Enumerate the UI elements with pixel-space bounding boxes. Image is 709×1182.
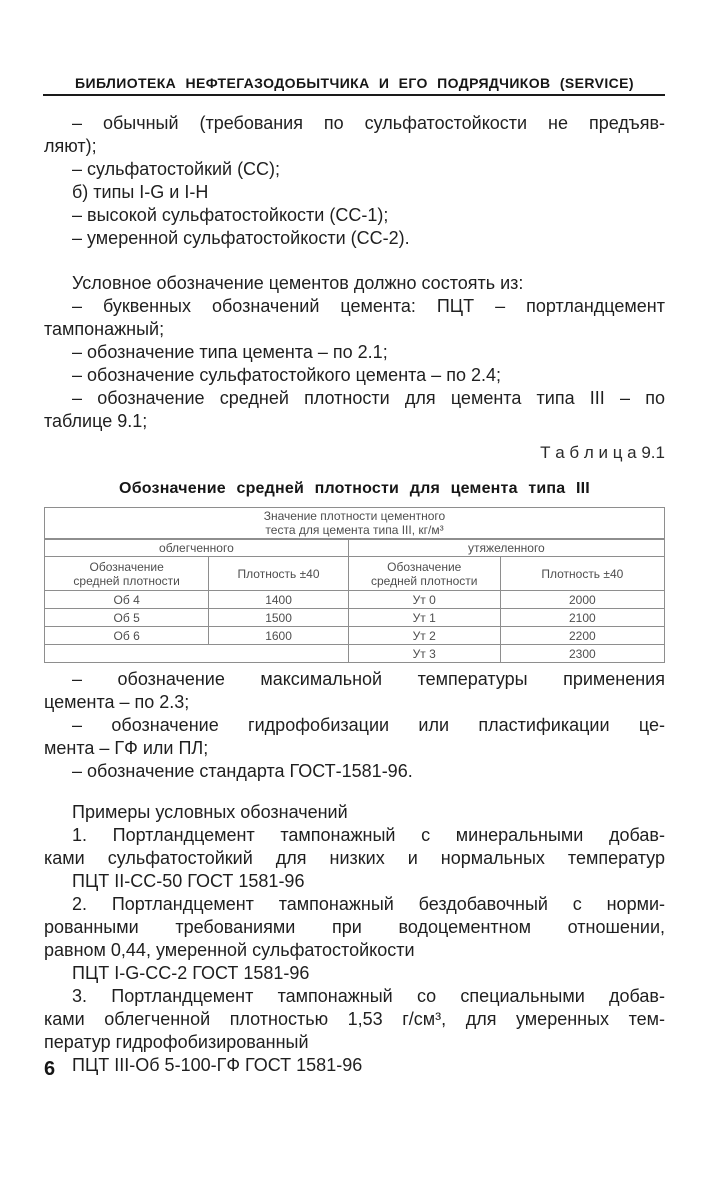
table-title-line: Значение плотности цементного xyxy=(263,509,446,523)
table-heading: Обозначение средней плотности для цемента типа III xyxy=(119,480,590,497)
text-line: равном 0,44, умеренной сульфатостойкости xyxy=(44,940,415,960)
text-line: ПЦТ III-Об 5-100-ГФ ГОСТ 1581-96 xyxy=(72,1055,363,1075)
text-line: 3. Портландцемент тампонажный со специальными добав- xyxy=(72,986,665,1006)
text-line: 2. Портландцемент тампонажный бездобавочный с норми- xyxy=(72,894,665,914)
table-cell: Ут 1 xyxy=(348,609,500,627)
table-cell: Об 5 xyxy=(45,609,209,627)
table-row xyxy=(45,591,665,609)
text-line: ПЦТ I-G-СС-2 ГОСТ 1581-96 xyxy=(72,963,310,983)
table-title-cell xyxy=(45,508,665,540)
table-label: Т а б л и ц а 9.1 xyxy=(540,443,665,462)
table-cell: 2300 xyxy=(500,645,664,663)
table-title-line: теста для цемента типа III, кг/м³ xyxy=(265,523,444,537)
text-line: таблице 9.1; xyxy=(44,411,148,431)
running-header: БИБЛИОТЕКА НЕФТЕГАЗОДОБЫТЧИКА И ЕГО ПОДРЯДЧИКОВ (SERVICE) xyxy=(75,75,634,91)
text-line: мента – ГФ или ПЛ; xyxy=(44,738,209,758)
table-cell: 2200 xyxy=(500,627,664,645)
text-line: – обозначение гидрофобизации или пластификации це- xyxy=(72,715,665,735)
text-line: – обычный (требования по сульфатостойкости не предъяв- xyxy=(72,113,665,133)
table-colheader-row xyxy=(45,557,665,591)
text-line: – умеренной сульфатостойкости (СС-2). xyxy=(72,228,410,248)
header-rule xyxy=(43,94,665,96)
table-cell: 2100 xyxy=(500,609,664,627)
table-cell: 1500 xyxy=(209,609,349,627)
text-line: Примеры условных обозначений xyxy=(72,802,348,822)
table-cell: Ут 3 xyxy=(348,645,500,663)
text-line: – обозначение максимальной температуры применения xyxy=(72,669,665,689)
paragraph-designation-rules xyxy=(44,272,665,433)
text-line: цемента – по 2.3; xyxy=(44,692,190,712)
page-number: 6 xyxy=(44,1058,56,1080)
text-line: – обозначение стандарта ГОСТ-1581-96. xyxy=(72,761,413,781)
table-cell: Ут 2 xyxy=(348,627,500,645)
table-colheader-line: Обозначение xyxy=(387,559,462,574)
table-row xyxy=(45,645,665,663)
text-line: ПЦТ II-СС-50 ГОСТ 1581-96 xyxy=(72,871,305,891)
text-line: – сульфатостойкий (СС); xyxy=(72,159,281,179)
table-cell: 1600 xyxy=(209,627,349,645)
table-colheader-cell xyxy=(348,557,500,591)
table-group-cell: утяжеленного xyxy=(348,539,664,557)
density-table xyxy=(44,507,665,663)
table-colheader-cell xyxy=(500,557,664,591)
table-row xyxy=(45,627,665,645)
text-line: – буквенных обозначений цемента: ПЦТ – портландцемент xyxy=(72,296,665,316)
table-cell: Ут 0 xyxy=(348,591,500,609)
text-line: ками сульфатостойкий для низких и нормальных температур xyxy=(44,848,665,868)
text-line: – высокой сульфатостойкости (СС-1); xyxy=(72,205,389,225)
text-line: Условное обозначение цементов должно состоять из: xyxy=(72,273,524,293)
paragraph-cement-types xyxy=(44,112,665,250)
table-row xyxy=(45,609,665,627)
table-cell-empty xyxy=(45,645,349,663)
table-colheader-line: Плотность ±40 xyxy=(541,566,624,581)
text-line: тампонажный; xyxy=(44,319,165,339)
text-line: б) типы I-G и I-H xyxy=(72,182,209,202)
text-column xyxy=(44,112,665,1077)
text-line: ператур гидрофобизированный xyxy=(44,1032,309,1052)
table-colheader-cell xyxy=(209,557,349,591)
text-line: – обозначение типа цемента – по 2.1; xyxy=(72,342,388,362)
text-line: ками облегченной плотностью 1,53 г/см³, для умеренных тем- xyxy=(44,1009,665,1029)
text-line: – обозначение средней плотности для цемента типа III – по xyxy=(72,388,665,408)
table-colheader-line: средней плотности xyxy=(73,573,180,588)
text-line: рованными требованиями при водоцементном отношении, xyxy=(44,917,665,937)
text-line: ляют); xyxy=(44,136,97,156)
text-line: 1. Портландцемент тампонажный с минеральными добав- xyxy=(72,825,665,845)
table-cell: Об 6 xyxy=(45,627,209,645)
table-colheader-line: Плотность ±40 xyxy=(237,566,320,581)
paragraph-examples xyxy=(44,801,665,1077)
table-colheader-cell xyxy=(45,557,209,591)
paragraph-after-table xyxy=(44,668,665,783)
table-group-cell: облегченного xyxy=(45,539,349,557)
table-group-row xyxy=(45,539,665,557)
table-colheader-line: средней плотности xyxy=(371,573,478,588)
text-line: – обозначение сульфатостойкого цемента – по 2.4; xyxy=(72,365,501,385)
table-cell: 2000 xyxy=(500,591,664,609)
table-cell: Об 4 xyxy=(45,591,209,609)
table-cell: 1400 xyxy=(209,591,349,609)
table-colheader-line: Обозначение xyxy=(89,559,164,574)
table-title-row xyxy=(45,508,665,540)
